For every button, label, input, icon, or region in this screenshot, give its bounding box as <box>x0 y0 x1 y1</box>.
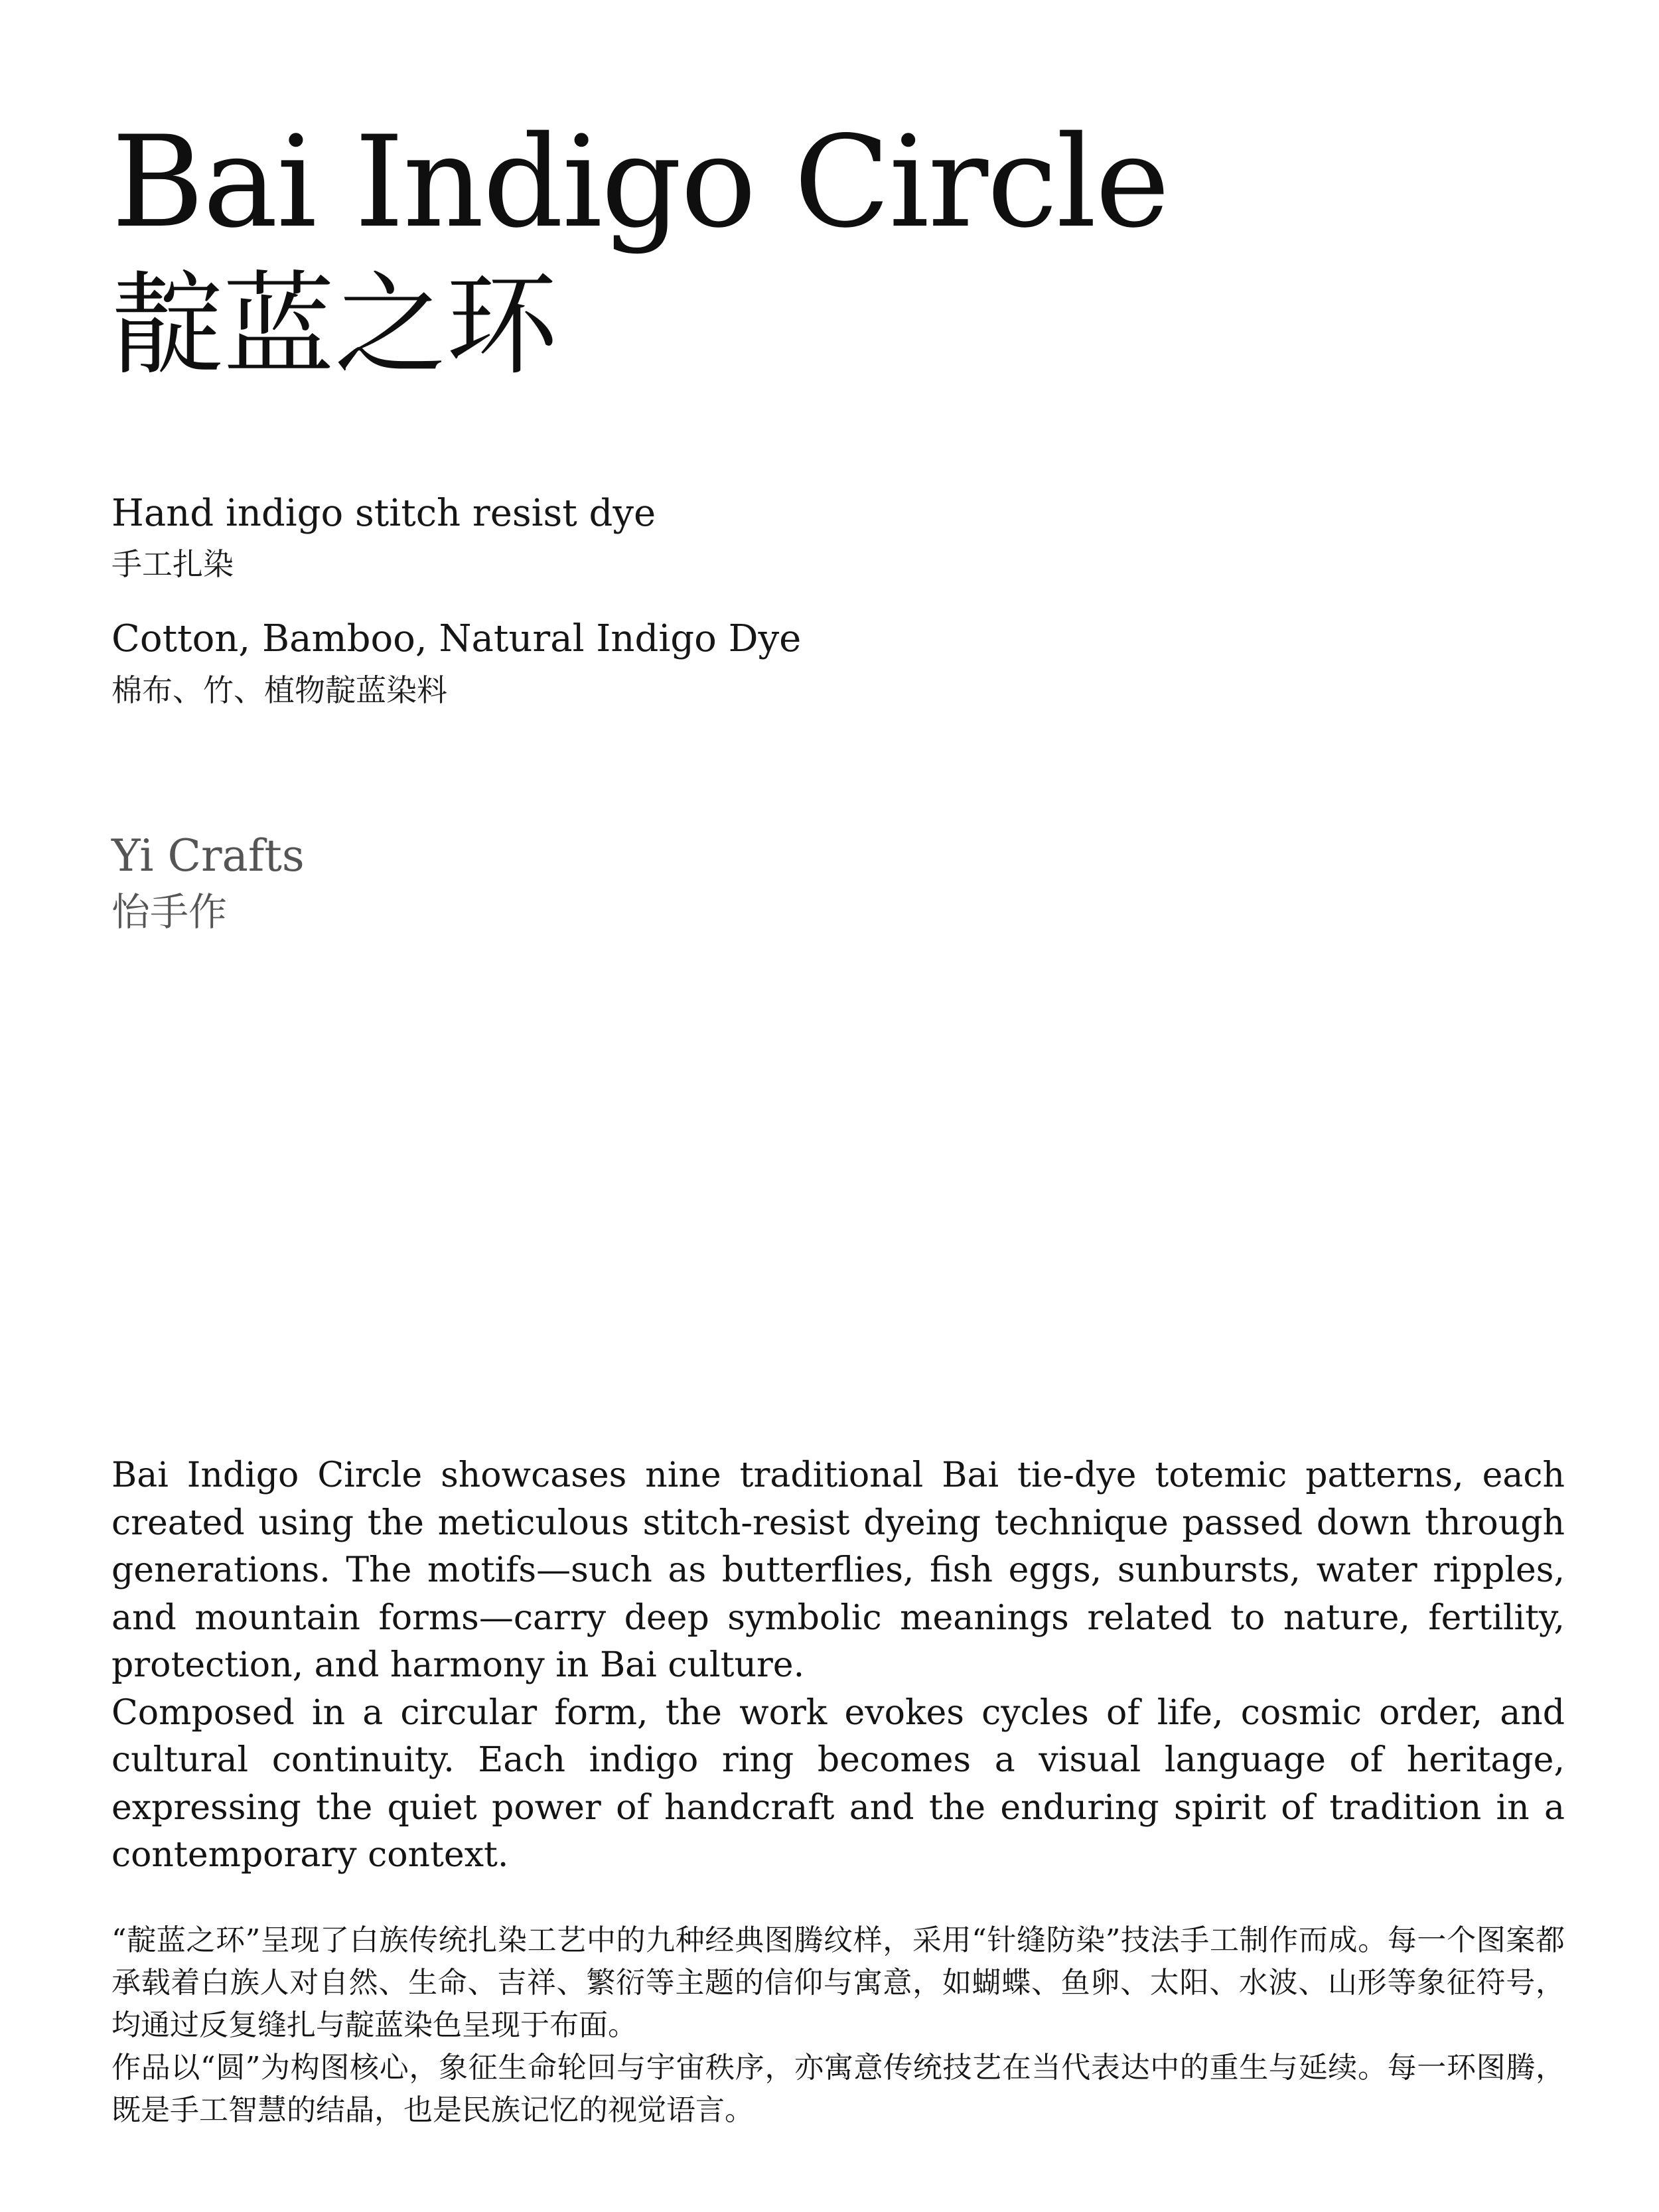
page-title-chinese: 靛蓝之环 <box>111 260 557 390</box>
description-paragraph-chinese: “靛蓝之环”呈现了白族传统扎染工艺中的九种经典图腾纹样，采用“针缝防染”技法手工制作而成。每一个图案都承载着白族人对自然、生命、吉祥、繁衍等主题的信仰与寓意，如蝴蝶、鱼卵、太阳、水波、山形等象征符号，均通过反复缝扎与靛蓝染色呈现于布面。 <box>111 1923 1565 2042</box>
page-title: Bai Indigo Circle <box>111 109 1169 256</box>
description-chinese <box>111 1919 1565 2132</box>
technique-label-chinese: 手工扎染 <box>111 546 234 582</box>
description-paragraph: Composed in a circular form, the work evokes cycles of life, cosmic order, and cultural continuity. Each indigo ring becomes a visual language of heritage, expressing the quiet power of handcraft and the enduring spirit of tradition in a contemporary context. <box>111 1692 1565 1875</box>
maker-name-chinese: 怡手作 <box>111 889 228 934</box>
description-english <box>111 1452 1565 1880</box>
maker-name: Yi Crafts <box>111 830 305 881</box>
technique-label: Hand indigo stitch resist dye <box>111 492 656 535</box>
materials-label: Cotton, Bamboo, Natural Indigo Dye <box>111 617 802 660</box>
description-paragraph-chinese: 作品以“圆”为构图核心，象征生命轮回与宇宙秩序，亦寓意传统技艺在当代表达中的重生与延续。每一环图腾，既是手工智慧的结晶，也是民族记忆的视觉语言。 <box>111 2051 1565 2127</box>
materials-label-chinese: 棉布、竹、植物靛蓝染料 <box>111 672 447 708</box>
description-paragraph: Bai Indigo Circle showcases nine traditional Bai tie-dye totemic patterns, each created using the meticulous stitch-resist dyeing technique passed down through generations. The motifs—such as butterflies, fish eggs, sunbursts, water ripples, and mountain forms—carry deep symbolic meanings related to nature, fertility, protection, and harmony in Bai culture. <box>111 1455 1565 1685</box>
